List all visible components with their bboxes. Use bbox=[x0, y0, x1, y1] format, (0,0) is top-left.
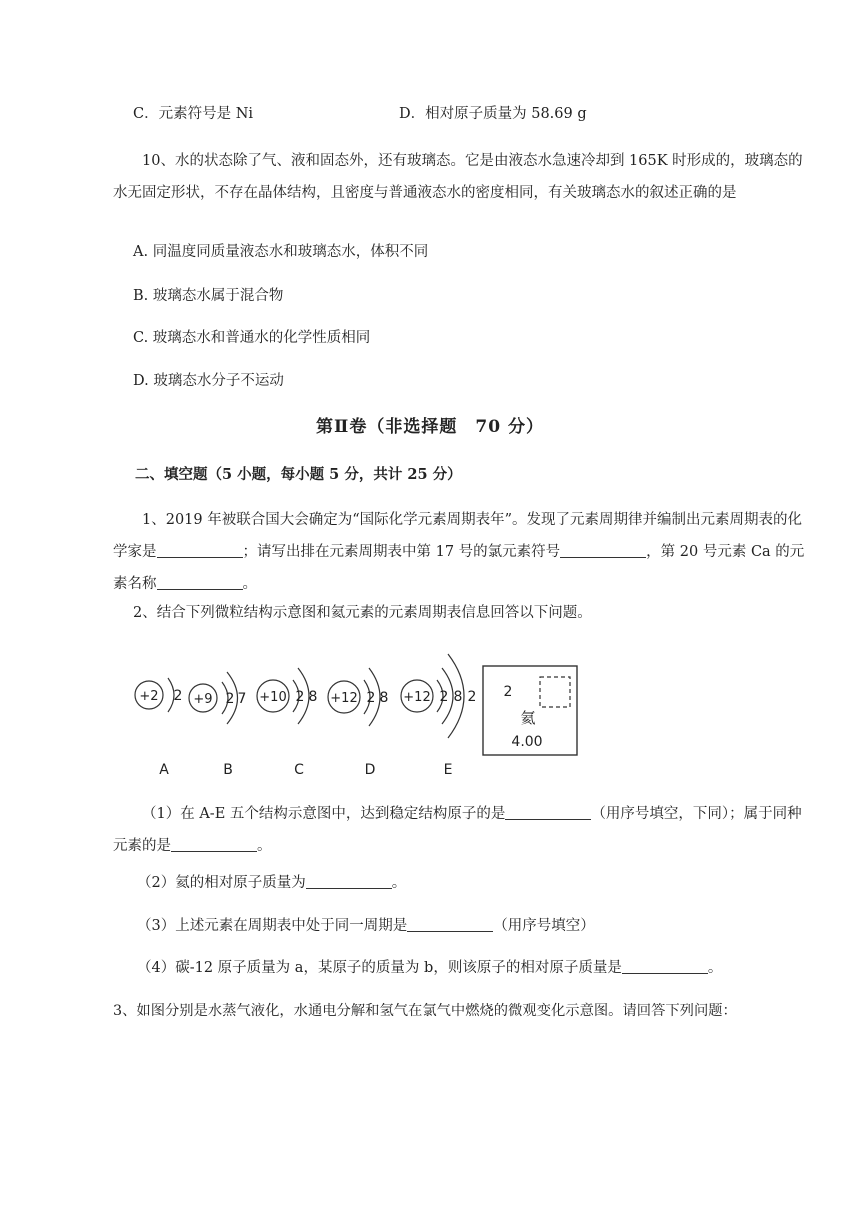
q1-text-3: ，第 20 号元素 Ca 的元素名称 bbox=[113, 544, 805, 592]
q10-option-d: D. 玻璃态水分子不运动 bbox=[133, 373, 284, 389]
electron-count: 2 bbox=[467, 689, 477, 705]
atom-label-a: A bbox=[159, 762, 169, 778]
q2-sub4-text-a: （4）碳-12 原子质量为 a，某原子的质量为 b，则该原子的相对原子质量是 bbox=[137, 960, 622, 976]
electron-count: 8 bbox=[379, 690, 389, 706]
q2-sub4-text-b: 。 bbox=[707, 960, 723, 976]
q3-stem: 3、如图分别是水蒸气液化，水通电分解和氢气在氯气中燃烧的微观变化示意图。请回答下列问题： bbox=[113, 1003, 737, 1019]
part2-title: 第Ⅱ卷（非选择题 70 分） bbox=[316, 417, 544, 437]
answer-blank[interactable] bbox=[560, 543, 646, 559]
nucleus-charge: +12 bbox=[403, 690, 431, 705]
nucleus-charge: +2 bbox=[139, 689, 159, 704]
q2-sub1-text-c: 。 bbox=[257, 838, 272, 854]
q2-sub1-text-b: （用序号填空，下同）；属于同种元素的是 bbox=[113, 806, 802, 854]
q2-stem: 2、结合下列微粒结构示意图和氦元素的元素周期表信息回答以下问题。 bbox=[133, 605, 592, 621]
q1-text-1: 1、2019 年被联合国大会确定为“国际化学元素周期表年”。发现了元素周期律并编制出元素周期表的化学家是 bbox=[113, 512, 803, 560]
q10-option-b: B. 玻璃态水属于混合物 bbox=[133, 288, 284, 304]
element-atomic-number: 2 bbox=[503, 684, 513, 700]
q10-option-a: A. 同温度同质量液态水和玻璃态水，体积不同 bbox=[133, 244, 429, 260]
electron-count: 2 bbox=[366, 690, 376, 706]
atom-label-e: E bbox=[443, 762, 453, 778]
element-atomic-mass: 4.00 bbox=[511, 734, 543, 750]
q1-text-4: 。 bbox=[242, 576, 257, 592]
q2-sub3-text-a: （3）上述元素在周期表中处于同一周期是 bbox=[137, 918, 408, 934]
answer-blank[interactable] bbox=[407, 917, 493, 933]
q9-option-c: C．元素符号是 Ni bbox=[133, 106, 254, 122]
answer-blank[interactable] bbox=[157, 543, 243, 559]
electron-count: 2 bbox=[173, 688, 183, 704]
q2-sub2-text-a: （2）氦的相对原子质量为 bbox=[137, 875, 306, 891]
atom-label-d: D bbox=[364, 762, 376, 778]
answer-blank[interactable] bbox=[622, 959, 708, 975]
q1-text-2: ；请写出排在元素周期表中第 17 号的氯元素符号 bbox=[242, 544, 561, 560]
q10-option-c: C. 玻璃态水和普通水的化学性质相同 bbox=[133, 330, 371, 346]
answer-blank[interactable] bbox=[505, 805, 591, 821]
answer-blank[interactable] bbox=[306, 874, 392, 890]
nucleus-charge: +10 bbox=[259, 690, 287, 705]
section2-heading: 二、填空题（5 小题，每小题 5 分，共计 25 分） bbox=[135, 466, 462, 483]
element-symbol-placeholder bbox=[540, 677, 570, 707]
atom-label-c: C bbox=[294, 762, 304, 778]
electron-count: 2 bbox=[439, 689, 449, 705]
q2-sub3 bbox=[137, 916, 595, 936]
nucleus-charge: +9 bbox=[193, 692, 213, 707]
electron-count: 2 bbox=[225, 691, 235, 707]
q2-sub3-text-b: （用序号填空） bbox=[493, 918, 595, 934]
q2-sub1 bbox=[113, 798, 807, 862]
q1-text bbox=[113, 504, 807, 600]
q10-stem: 10、水的状态除了气、液和固态外，还有玻璃态。它是由液态水急速冷却到 165K 时形成的，玻璃态的水无固定形状，不存在晶体结构，且密度与普通液态水的密度相同，有关玻璃态水的叙述正确的是 bbox=[113, 153, 803, 201]
atom-label-b: B bbox=[223, 762, 233, 778]
q9-option-d: D．相对原子质量为 58.69 g bbox=[399, 106, 587, 122]
electron-count: 2 bbox=[295, 689, 305, 705]
atomic-structure-diagram bbox=[128, 640, 588, 785]
electron-count: 7 bbox=[237, 691, 247, 707]
answer-blank[interactable] bbox=[171, 837, 257, 853]
q2-sub2-text-b: 。 bbox=[391, 875, 407, 891]
q2-sub4 bbox=[137, 958, 722, 978]
answer-blank[interactable] bbox=[157, 575, 243, 591]
q2-sub2 bbox=[137, 873, 406, 893]
electron-count: 8 bbox=[453, 689, 463, 705]
q2-sub1-text-a: （1）在 A-E 五个结构示意图中，达到稳定结构原子的是 bbox=[142, 806, 506, 822]
nucleus-charge: +12 bbox=[330, 691, 358, 706]
element-name: 氦 bbox=[520, 709, 536, 727]
electron-count: 8 bbox=[308, 689, 318, 705]
